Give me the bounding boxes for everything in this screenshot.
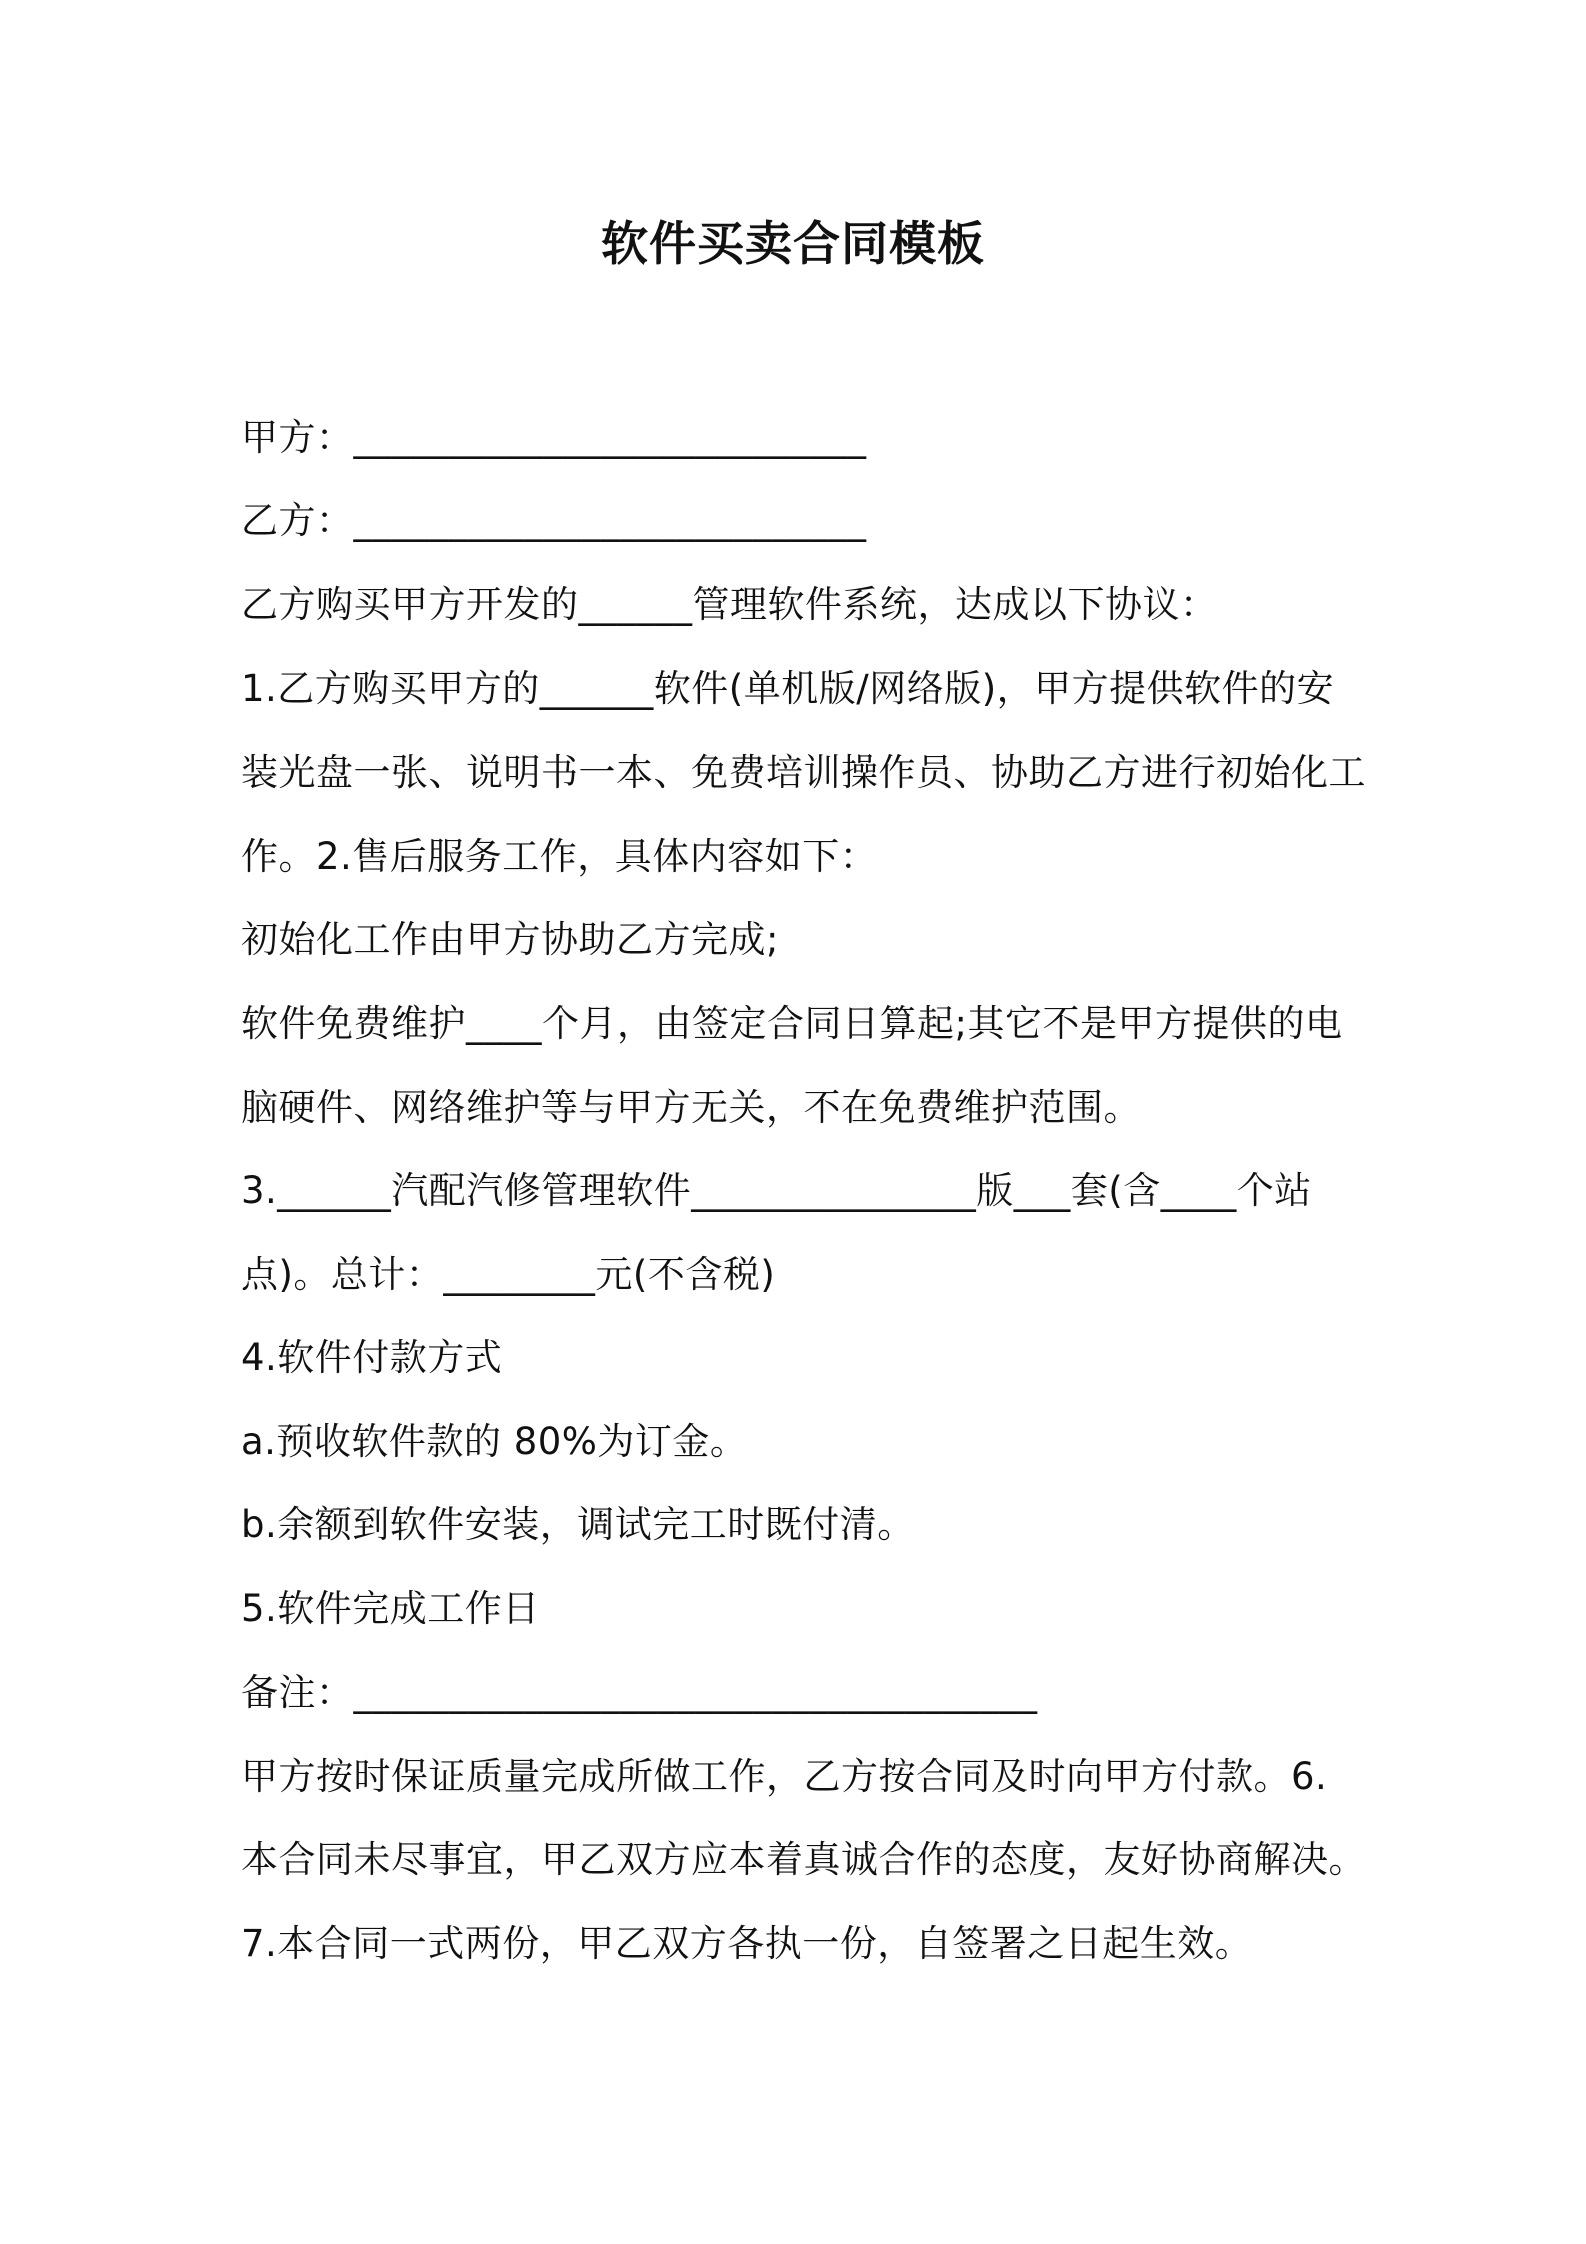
payment-item-b: b.余额到软件安装，调试完工时既付清。 (241, 1503, 915, 1546)
clause-1-line-2: 装光盘一张、说明书一本、免费培训操作员、协助乙方进行初始化工 (241, 751, 1366, 794)
initialization-line: 初始化工作由甲方协助乙方完成; (241, 918, 779, 961)
maintenance-line-1: 软件免费维护____个月，由签定合同日算起;其它不是甲方提供的电 (241, 1002, 1343, 1045)
document-title: 软件买卖合同模板 (601, 217, 985, 272)
clause-4-heading: 4.软件付款方式 (241, 1336, 503, 1379)
quality-payment-line: 甲方按时保证质量完成所做工作，乙方按合同及时向甲方付款。6. (241, 1755, 1328, 1798)
clause-2-line: 作。2.售后服务工作，具体内容如下： (241, 835, 878, 878)
agreement-intro-line: 乙方购买甲方开发的______管理软件系统，达成以下协议： (241, 583, 1218, 626)
clause-5-heading: 5.软件完成工作日 (241, 1587, 540, 1630)
clause-3-line-1: 3.______汽配汽修管理软件_______________版___套(含____个站 (241, 1169, 1312, 1212)
clause-6-line: 本合同未尽事宜，甲乙双方应本着真诚合作的态度，友好协商解决。 (241, 1838, 1366, 1881)
remarks-line: 备注：____________________________________ (241, 1671, 1038, 1714)
clause-7-line: 7.本合同一式两份，甲乙双方各执一份，自签署之日起生效。 (241, 1922, 1253, 1965)
party-b-line: 乙方：___________________________ (241, 499, 867, 542)
party-a-line: 甲方：___________________________ (241, 416, 867, 459)
clause-3-line-2: 点)。总计：________元(不含税) (241, 1253, 776, 1296)
maintenance-line-2: 脑硬件、网络维护等与甲方无关，不在免费维护范围。 (241, 1086, 1141, 1129)
clause-1-line-1: 1.乙方购买甲方的______软件(单机版/网络版)，甲方提供软件的安 (241, 667, 1335, 710)
payment-item-a: a.预收软件款的 80%为订金。 (241, 1420, 748, 1463)
